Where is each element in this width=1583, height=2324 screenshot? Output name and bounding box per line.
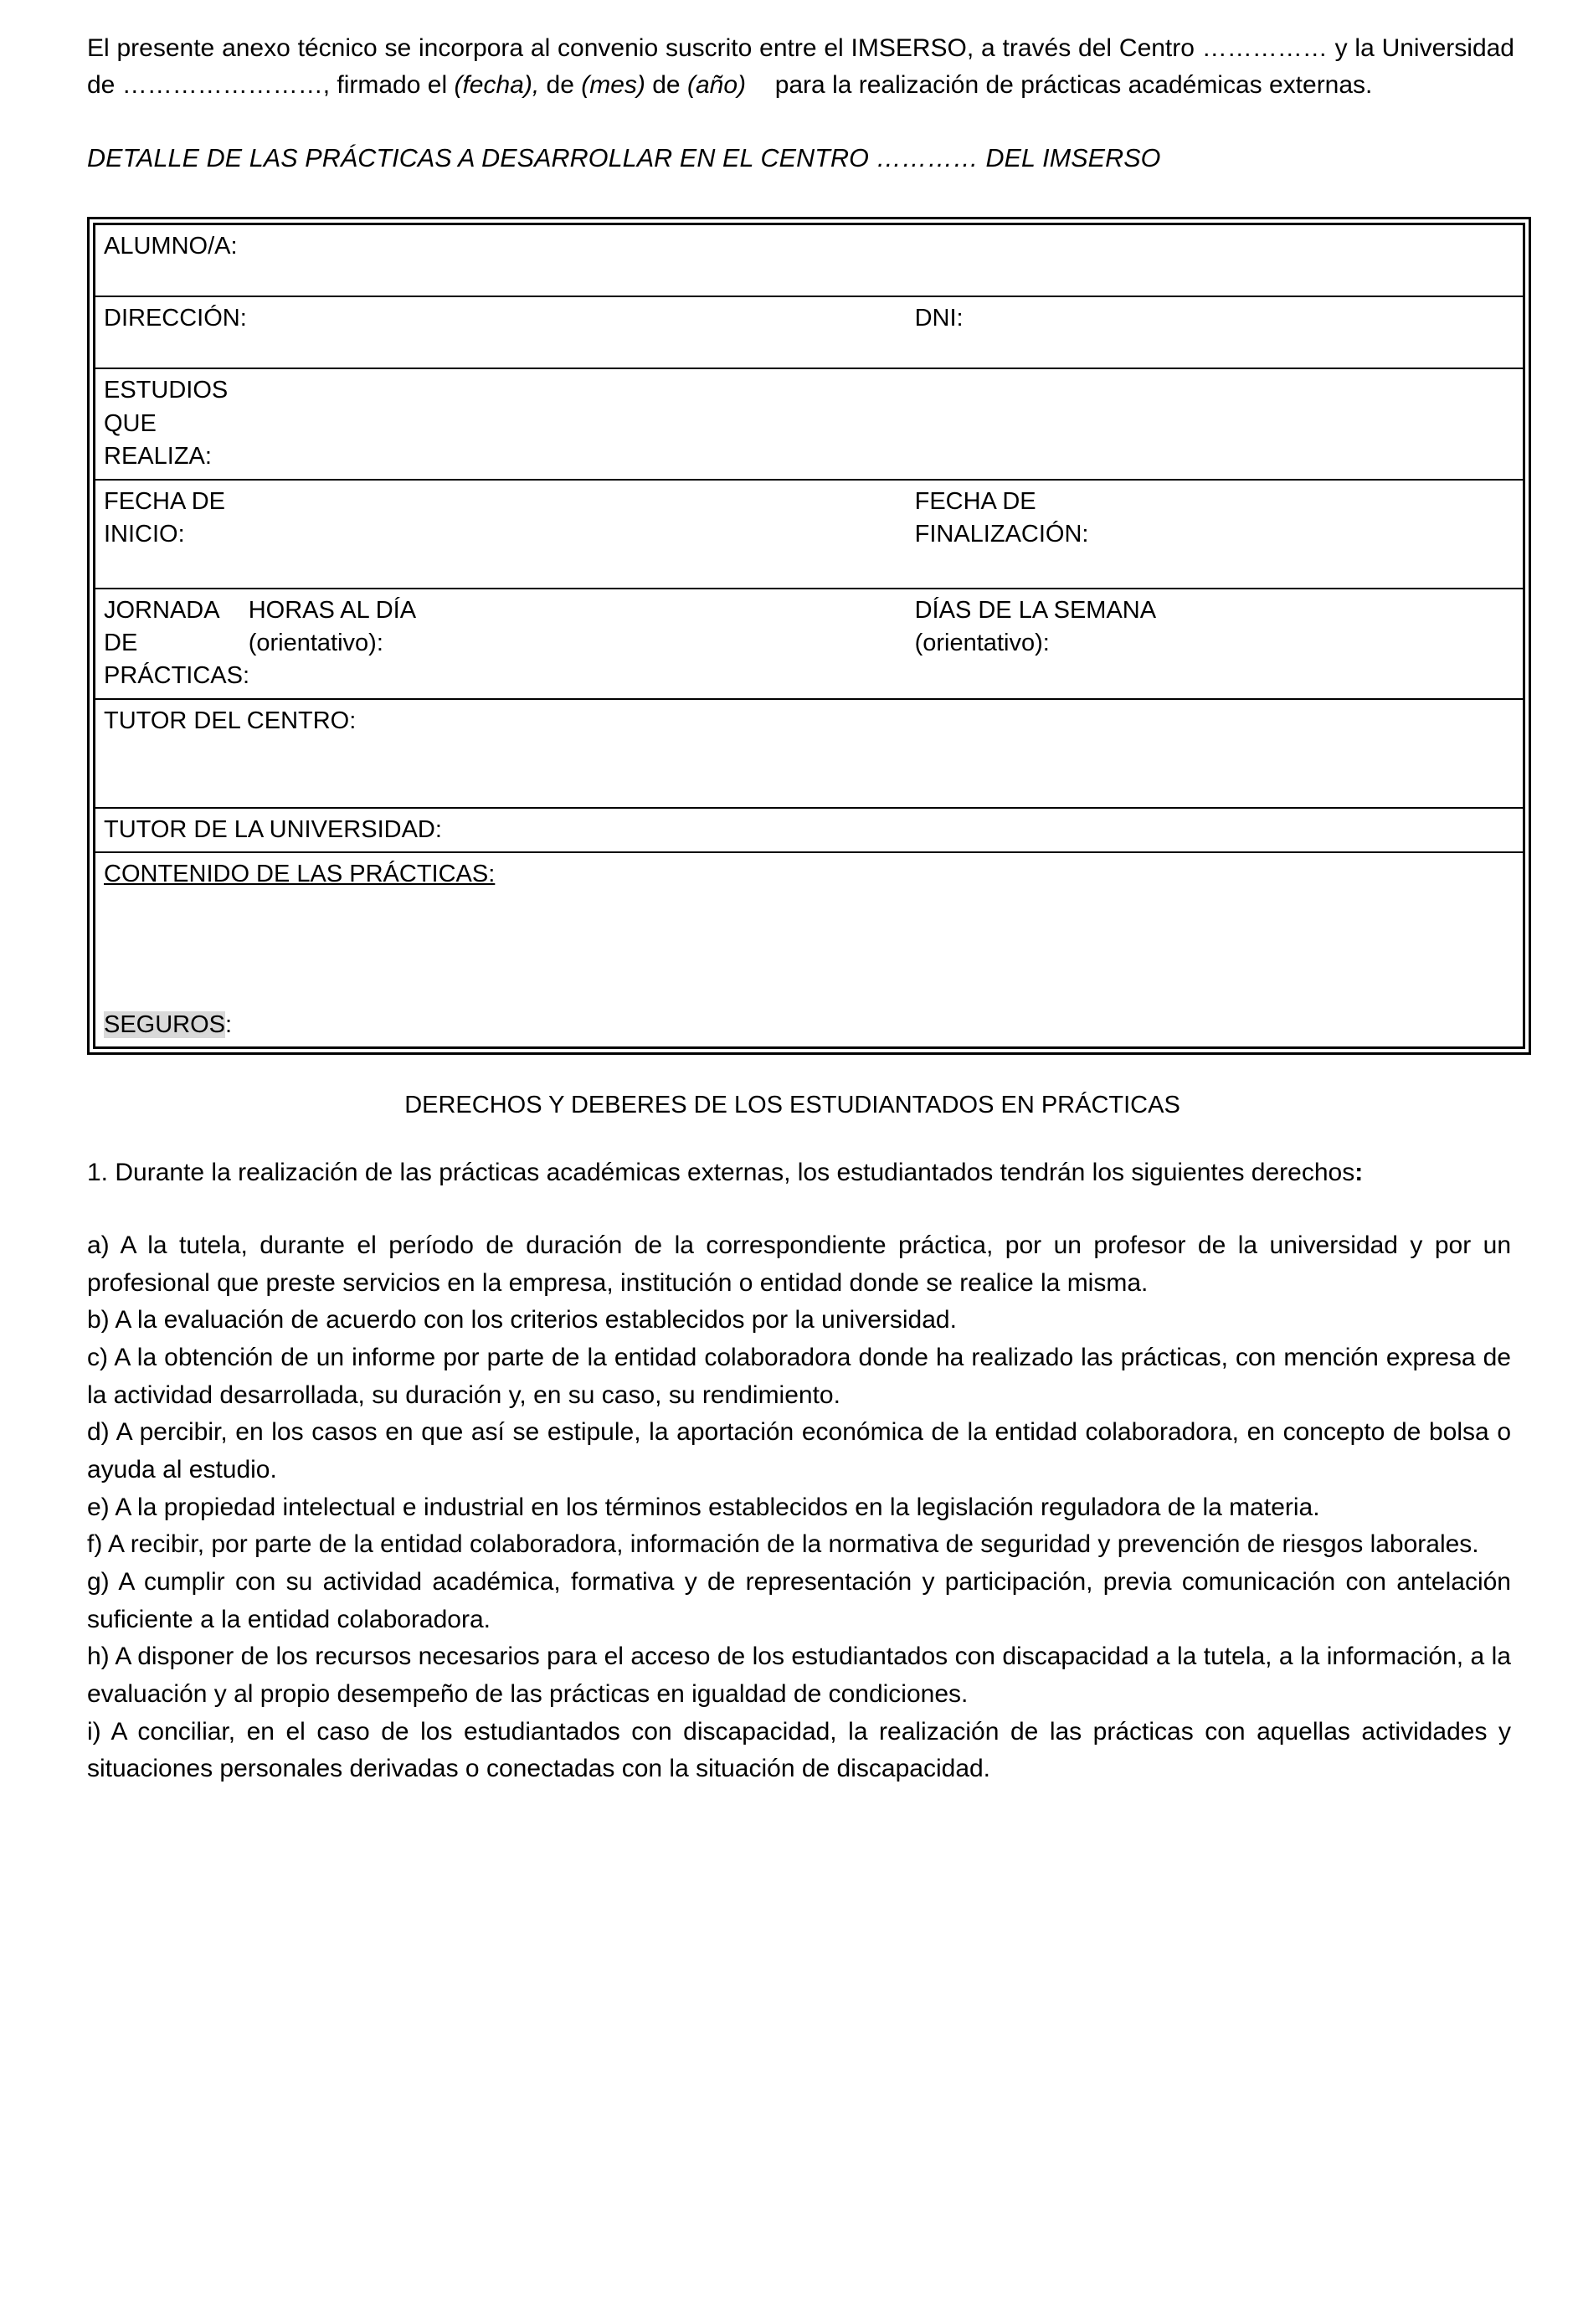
clause-1-text: 1. Durante la realización de las prácticas académicas externas, los estudiantados tendrán los siguientes derechos xyxy=(87,1159,1355,1187)
contenido-value-field[interactable] xyxy=(104,892,1516,1009)
right-item-f: f) A recibir, por parte de la entidad colaboradora, información de la normativa de seguridad y prevención de riesgos laborales. xyxy=(87,1530,1479,1559)
right-item-i: i) A conciliar, en el caso de los estudiantados con discapacidad, la realización de las prácticas con aquellas actividades y situaciones personales derivadas o conectadas con la situación de discapacidad. xyxy=(87,1717,1511,1783)
estudios-label xyxy=(95,368,240,479)
intro-fecha-placeholder: (fecha), xyxy=(454,71,540,100)
horas-al-dia-value-field[interactable] xyxy=(722,589,906,699)
detalle-title: DETALLE DE LAS PRÁCTICAS A DESARROLLAR EN EL CENTRO ………… DEL IMSERSO xyxy=(87,144,1161,173)
practicas-form-table xyxy=(93,223,1525,1049)
intro-de-2: de xyxy=(652,71,681,100)
right-item-b: b) A la evaluación de acuerdo con los criterios establecidos por la universidad. xyxy=(87,1306,957,1334)
section-heading-derechos-deberes: DERECHOS Y DEBERES DE LOS ESTUDIANTADOS EN PRÁCTICAS xyxy=(404,1092,1180,1119)
practicas-form-table-frame xyxy=(87,217,1531,1055)
dias-semana-label xyxy=(907,589,1218,699)
direccion-label: DIRECCIÓN: xyxy=(95,296,240,368)
dias-label-line2: (orientativo): xyxy=(914,629,1050,656)
right-item-e: e) A la propiedad intelectual e industrial en los términos establecidos en la legislación reguladora de la materia. xyxy=(87,1493,1320,1521)
table-row-contenido xyxy=(95,852,1524,1047)
fecha-fin-label xyxy=(907,480,1218,589)
dni-value-field[interactable] xyxy=(1218,296,1524,368)
jornada-label-line1: JORNADA DE xyxy=(104,596,218,656)
right-item-d: d) A percibir, en los casos en que así se estipule, la aportación económica de la entidad colaboradora, en concepto de bolsa o ayuda al estudio. xyxy=(87,1418,1511,1483)
seguros-label: SEGUROS xyxy=(104,1010,226,1038)
tutor-universidad-value-field[interactable] xyxy=(513,808,1524,852)
fecha-inicio-label-line2: INICIO: xyxy=(104,520,185,548)
right-item-g: g) A cumplir con su actividad académica, formativa y de representación y participación, previa comunicación con antelación suficiente a la entidad colaboradora. xyxy=(87,1568,1511,1633)
jornada-label-line2: PRÁCTICAS: xyxy=(104,662,250,690)
rights-list xyxy=(87,1227,1531,1788)
fecha-inicio-label-line1: FECHA DE xyxy=(104,487,226,515)
fecha-fin-value-field[interactable] xyxy=(1218,480,1524,589)
horas-al-dia-label xyxy=(240,589,722,699)
alumno-label: ALUMNO/A: xyxy=(95,224,240,297)
intro-line-1: El presente anexo técnico se incorpora al convenio suscrito entre el IMSERSO, a través del Centro …………… xyxy=(87,34,1328,62)
estudios-value-field[interactable] xyxy=(240,368,1524,479)
intro-mes-placeholder: (mes) xyxy=(581,71,645,100)
intro-paragraph xyxy=(87,30,1531,104)
estudios-label-line1: ESTUDIOS xyxy=(104,377,229,404)
table-row-tutor-universidad xyxy=(95,808,1524,852)
jornada-label xyxy=(95,589,250,699)
fecha-inicio-value-field[interactable] xyxy=(240,480,907,589)
dias-semana-value-field[interactable] xyxy=(1218,589,1524,699)
table-row-alumno xyxy=(95,224,1524,297)
direccion-value-field[interactable] xyxy=(240,296,907,368)
intro-anio-placeholder: (año) xyxy=(686,71,746,100)
fecha-fin-label-line1: FECHA DE xyxy=(914,487,1036,515)
estudios-label-line2: QUE REALIZA: xyxy=(104,409,212,470)
intro-firmado-text: firmado el xyxy=(337,71,448,100)
right-item-a: a) A la tutela, durante el período de duración de la correspondiente práctica, por un profesor de la universidad y por un profesional que preste servicios en la empresa, institución o entidad donde se realice la misma. xyxy=(87,1231,1511,1297)
tutor-centro-value-field[interactable] xyxy=(513,699,1524,808)
horas-label-line2: (orientativo): xyxy=(248,629,383,656)
contenido-cell[interactable] xyxy=(95,852,1524,1047)
table-row-fechas xyxy=(95,480,1524,589)
contenido-label: CONTENIDO DE LAS PRÁCTICAS: xyxy=(104,861,496,888)
table-row-direccion xyxy=(95,296,1524,368)
table-row-jornada xyxy=(95,589,1524,699)
dni-label: DNI: xyxy=(907,296,1218,368)
intro-line-4: para la realización de prácticas académicas externas. xyxy=(774,71,1373,100)
right-item-h: h) A disponer de los recursos necesarios para el acceso de los estudiantados con discapacidad a la tutela, a la información, a la evaluación y al propio desempeño de las prácticas en igualdad de condiciones. xyxy=(87,1643,1511,1709)
intro-de-1: de xyxy=(546,71,574,100)
alumno-value-field[interactable] xyxy=(240,224,1524,297)
table-row-estudios xyxy=(95,368,1524,479)
clause-1-colon: : xyxy=(1354,1159,1364,1187)
tutor-centro-label: TUTOR DEL CENTRO: xyxy=(95,699,513,808)
intro-line-2: y la Universidad de ……………………, xyxy=(87,34,1514,100)
dias-label-line1: DÍAS DE LA SEMANA xyxy=(914,596,1157,624)
horas-label-line1: HORAS AL DÍA xyxy=(248,596,417,624)
fecha-inicio-label xyxy=(95,480,240,589)
table-row-tutor-centro xyxy=(95,699,1524,808)
seguros-colon: : xyxy=(225,1010,233,1038)
clause-1-paragraph xyxy=(87,1154,1531,1192)
right-item-c: c) A la obtención de un informe por parte de la entidad colaboradora donde ha realizado las prácticas, con mención expresa de la actividad desarrollada, su duración y, en su caso, su rendimiento. xyxy=(87,1343,1511,1409)
tutor-universidad-label: TUTOR DE LA UNIVERSIDAD: xyxy=(95,808,513,852)
fecha-fin-label-line2: FINALIZACIÓN: xyxy=(914,520,1089,548)
